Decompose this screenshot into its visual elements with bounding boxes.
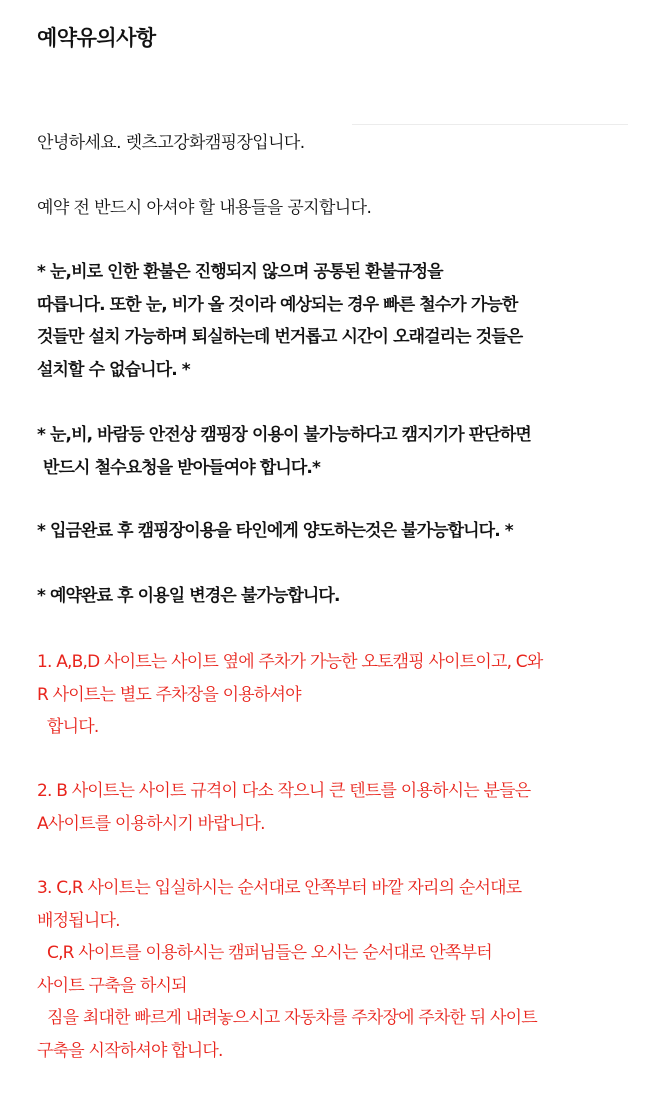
notice-safety-withdrawal (37, 419, 627, 484)
rule-line: R 사이트는 별도 주차장을 이용하셔야 (37, 684, 301, 705)
notice-line: 설치할 수 없습니다. * (37, 359, 190, 380)
rule-line: C,R 사이트를 이용하시는 캠퍼님들은 오시는 순서대로 안쪽부터 (47, 943, 492, 963)
notice-line: * 예약완료 후 이용일 변경은 불가능합니다. (37, 586, 340, 606)
site-rule-1 (37, 646, 627, 744)
site-rule-3 (37, 872, 627, 1067)
notice-line: * 눈,비로 인한 환불은 진행되지 않으며 공통된 환불규정을 (37, 262, 443, 282)
notice-line: * 눈,비, 바람등 안전상 캠핑장 이용이 불가능하다고 캠지기가 판단하면 (37, 425, 531, 445)
rule-line: 배정됩니다. (37, 910, 120, 931)
rule-line: 구축을 시작하셔야 합니다. (37, 1040, 223, 1061)
greeting-line: 안녕하세요. 렛츠고강화캠핑장입니다. (37, 133, 305, 153)
rule-line: 사이트 구축을 하시되 (37, 975, 187, 996)
notice-weather-refund (37, 256, 627, 386)
greeting-text (37, 127, 627, 160)
notice-date-change (37, 580, 627, 613)
rule-line: A사이트를 이용하시기 바랍니다. (37, 813, 265, 834)
intro-text (37, 192, 627, 225)
divider-line (352, 124, 628, 125)
rule-line: 짐을 최대한 빠르게 내려놓으시고 자동차를 주차장에 주차한 뒤 사이트 (47, 1008, 537, 1028)
notice-line: * 입금완료 후 캠핑장이용을 타인에게 양도하는것은 불가능합니다. * (37, 521, 513, 541)
rule-line: 2. B 사이트는 사이트 규격이 다소 작으니 큰 텐트를 이용하시는 분들은 (37, 781, 531, 801)
notice-line: 반드시 철수요청을 받아들여야 합니다.* (43, 457, 320, 478)
notice-line: 것들만 설치 가능하며 퇴실하는데 번거롭고 시간이 오래걸리는 것들은 (37, 327, 523, 347)
rule-line: 합니다. (47, 717, 99, 737)
notice-transfer (37, 515, 627, 548)
page-title: 예약유의사항 (37, 26, 156, 50)
rule-line: 1. A,B,D 사이트는 사이트 옆에 주차가 가능한 오토캠핑 사이트이고, C와 (37, 652, 543, 672)
notice-line: 따릅니다. 또한 눈, 비가 올 것이라 예상되는 경우 빠른 철수가 가능한 (37, 294, 518, 315)
intro-line: 예약 전 반드시 아셔야 할 내용들을 공지합니다. (37, 198, 372, 218)
rule-line: 3. C,R 사이트는 입실하시는 순서대로 안쪽부터 바깥 자리의 순서대로 (37, 878, 522, 898)
site-rule-2 (37, 775, 627, 840)
